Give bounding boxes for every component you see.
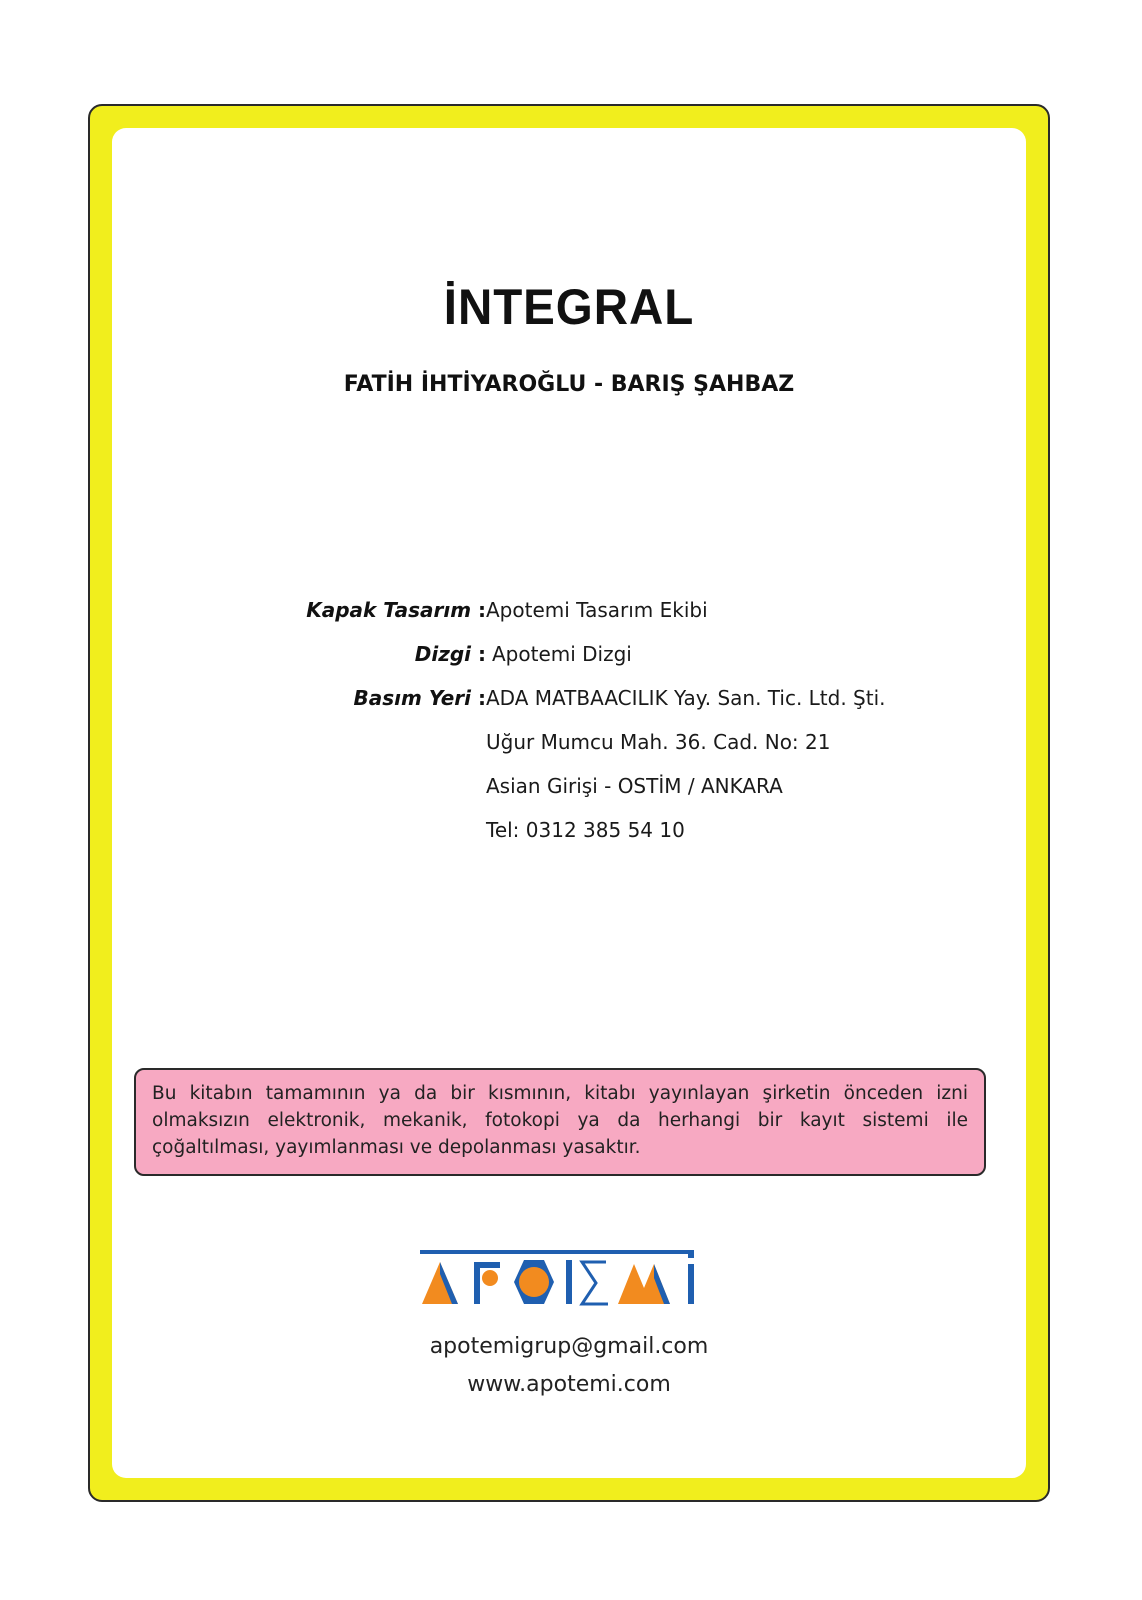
credit-value-typesetting: Apotemi Dizgi xyxy=(492,642,632,666)
credit-label-printing: Basım Yeri : xyxy=(354,686,486,710)
page-frame xyxy=(88,104,1050,1502)
printing-phone-row xyxy=(112,818,1030,848)
credit-label-cover-design: Kapak Tasarım : xyxy=(306,598,486,622)
credit-value-cover-design: Apotemi Tasarım Ekibi xyxy=(486,598,708,622)
printing-line-3: Asian Girişi - OSTİM / ANKARA xyxy=(486,774,783,798)
printing-line-4: Tel: 0312 385 54 10 xyxy=(486,818,685,842)
printing-address-row xyxy=(112,730,1030,760)
credit-row-typesetting xyxy=(112,642,1030,672)
contact-website[interactable]: www.apotemi.com xyxy=(467,1372,671,1397)
printing-line-2: Uğur Mumcu Mah. 36. Cad. No: 21 xyxy=(486,730,831,754)
copyright-notice: Bu kitabın tamamının ya da bir kısmının, kitabı yayınlayan şirketin önceden izni olmaksızın elektronik, mekanik, fotokopi ya da herhangi bir kayıt sistemi ile çoğaltılması, yayımlanması ve depolanması yasaktır. xyxy=(134,1068,986,1176)
printing-district-row xyxy=(112,774,1030,804)
contact-email[interactable]: apotemigrup@gmail.com xyxy=(429,1334,709,1359)
apotemi-logo xyxy=(418,1248,706,1308)
credit-row-printing xyxy=(112,686,1030,716)
page-content xyxy=(112,128,1026,1478)
book-authors: FATİH İHTİYAROĞLU - BARIŞ ŞAHBAZ xyxy=(343,372,795,397)
credit-label-typesetting: Dizgi : xyxy=(415,642,486,666)
book-title: İNTEGRAL xyxy=(443,279,695,335)
credit-row-cover-design xyxy=(112,598,1030,628)
printing-line-1: ADA MATBAACILIK Yay. San. Tic. Ltd. Şti. xyxy=(486,686,886,710)
